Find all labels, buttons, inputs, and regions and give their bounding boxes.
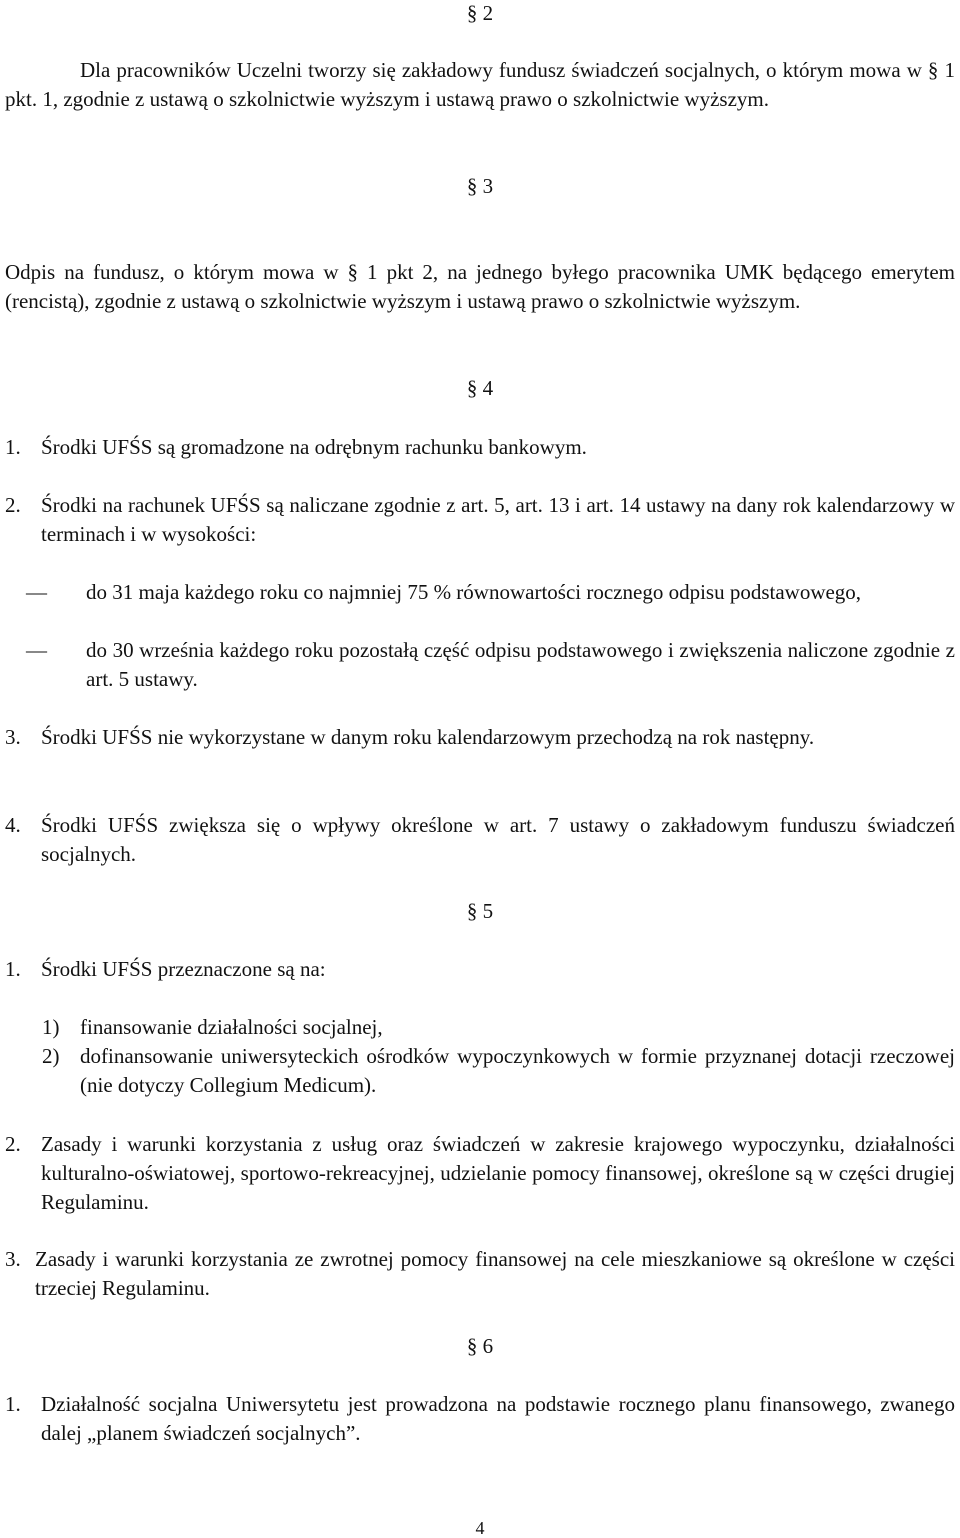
item-number: 1. bbox=[5, 435, 21, 459]
dash-item-text: do 31 maja każdego roku co najmniej 75 % równowartości rocznego odpisu podstawowego, bbox=[86, 580, 862, 604]
item-text: Środki UFŚS nie wykorzystane w danym roku kalendarzowym przechodzą na rok następny. bbox=[41, 725, 815, 749]
item-number: 2. bbox=[5, 1132, 21, 1156]
s5-item-2 bbox=[5, 1130, 955, 1217]
dash-bullet: — bbox=[26, 580, 47, 604]
item-text: Środki UFŚS przeznaczone są na: bbox=[41, 957, 326, 981]
s5-item-1 bbox=[5, 955, 955, 984]
item-text: Środki UFŚS są gromadzone na odrębnym rachunku bankowym. bbox=[41, 435, 587, 459]
item-text: Działalność socjalna Uniwersytetu jest prowadzona na podstawie rocznego planu finansowego, zwanego dalej „planem świadczeń socjalnych”. bbox=[41, 1392, 955, 1445]
s4-item-2 bbox=[5, 491, 955, 549]
section-heading-3: § 3 bbox=[466, 174, 494, 198]
item-number: 1. bbox=[5, 957, 21, 981]
item-number: 3. bbox=[5, 1247, 21, 1271]
s4-item-4 bbox=[5, 811, 955, 869]
s6-item-1 bbox=[5, 1390, 955, 1448]
dash-item-text: do 30 września każdego roku pozostałą część odpisu podstawowego i zwiększenia naliczone zgodnie z art. 5 ustawy. bbox=[86, 638, 955, 691]
sub-item-number: 2) bbox=[42, 1044, 60, 1068]
dash-bullet: — bbox=[26, 638, 47, 662]
sub-item-text: finansowanie działalności socjalnej, bbox=[80, 1015, 383, 1039]
s4-item-3 bbox=[5, 723, 955, 752]
s4-dash-item-1 bbox=[26, 578, 955, 607]
section-heading-5: § 5 bbox=[466, 899, 494, 923]
section-2-paragraph: Dla pracowników Uczelni tworzy się zakładowy fundusz świadczeń socjalnych, o którym mowa w § 1 pkt. 1, zgodnie z ustawą o szkolnictwie wyższym i ustawą prawo o szkolnictwie wyższym. bbox=[5, 58, 955, 111]
item-text: Środki na rachunek UFŚS są naliczane zgodnie z art. 5, art. 13 i art. 14 ustawy na dany rok kalendarzowy w terminach i w wysokości: bbox=[41, 493, 955, 546]
item-text: Środki UFŚS zwiększa się o wpływy określone w art. 7 ustawy o zakładowym funduszu świadczeń socjalnych. bbox=[41, 813, 955, 866]
item-text: Zasady i warunki korzystania ze zwrotnej pomocy finansowej na cele mieszkaniowe są określone w części trzeciej Regulaminu. bbox=[35, 1247, 955, 1300]
item-number: 1. bbox=[5, 1392, 21, 1416]
s5-item-3 bbox=[5, 1245, 955, 1303]
page-number: 4 bbox=[475, 1518, 485, 1538]
item-number: 3. bbox=[5, 725, 21, 749]
s5-sub-item-1 bbox=[42, 1013, 955, 1042]
item-number: 2. bbox=[5, 493, 21, 517]
item-text: Zasady i warunki korzystania z usług oraz świadczeń w zakresie krajowego wypoczynku, działalności kulturalno-oświatowej, sportowo-rekreacyjnej, udzielanie pomocy finansowej, określone są w części drugiej Regulaminu. bbox=[41, 1132, 955, 1214]
s5-sub-item-2 bbox=[42, 1042, 955, 1100]
section-heading-4: § 4 bbox=[466, 376, 494, 400]
s4-item-1 bbox=[5, 433, 955, 462]
s4-dash-item-2 bbox=[26, 636, 955, 694]
section-3-paragraph: Odpis na fundusz, o którym mowa w § 1 pkt 2, na jednego byłego pracownika UMK będącego emerytem (rencistą), zgodnie z ustawą o szkolnictwie wyższym i ustawą prawo o szkolnictwie wyższym. bbox=[5, 260, 955, 313]
section-heading-2: § 2 bbox=[466, 1, 494, 25]
section-heading-6: § 6 bbox=[466, 1334, 494, 1358]
sub-item-number: 1) bbox=[42, 1015, 60, 1039]
item-number: 4. bbox=[5, 813, 21, 837]
sub-item-text: dofinansowanie uniwersyteckich ośrodków wypoczynkowych w formie przyznanej dotacji rzeczowej (nie dotyczy Collegium Medicum). bbox=[80, 1044, 955, 1097]
